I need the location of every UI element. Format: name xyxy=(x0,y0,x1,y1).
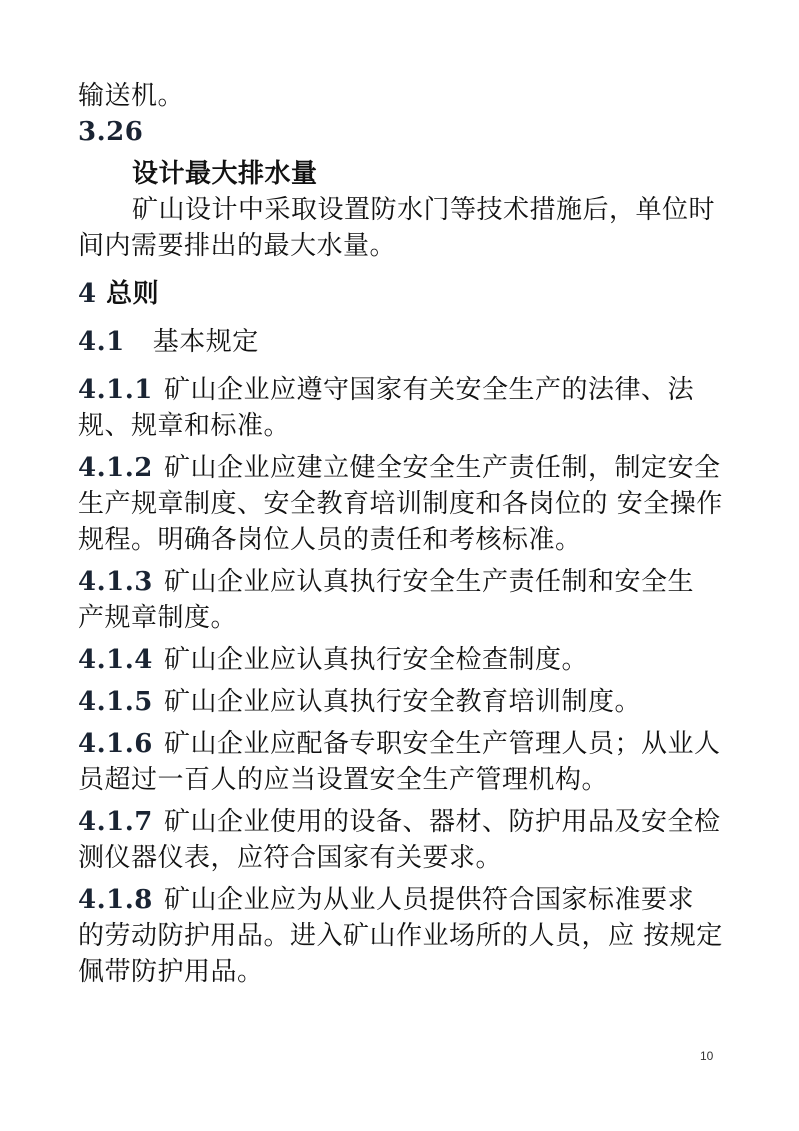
clause-number: 4.1.8 xyxy=(78,885,153,915)
clause-number: 4.1.5 xyxy=(78,687,153,717)
text-line: 的劳动防护用品。进入矿山作业场所的人员，应 按规定 xyxy=(78,921,723,951)
clause-text: 矿山企业应配备专职安全生产管理人员；从业人 xyxy=(164,729,721,759)
text-line: 规、规章和标准。 xyxy=(78,411,291,441)
clause-4-1-1 xyxy=(78,372,728,408)
clause-4-1-8 xyxy=(78,882,728,918)
section-number: 3.26 xyxy=(78,117,144,147)
clause-number: 4.1.1 xyxy=(78,375,153,405)
clause-text: 矿山企业应遵守国家有关安全生产的法律、法 xyxy=(164,375,695,405)
clause-4-1-4 xyxy=(78,642,728,678)
clause-number: 4.1.3 xyxy=(78,567,153,597)
chapter-number: 4 xyxy=(78,279,97,309)
clause-4-1-7 xyxy=(78,804,728,840)
clause-4-1-2 xyxy=(78,450,728,486)
clause-text: 矿山企业应为从业人员提供符合国家标准要求 xyxy=(164,885,695,915)
clause-text: 矿山企业使用的设备、器材、防护用品及安全检 xyxy=(164,807,721,837)
clause-4-1-6 xyxy=(78,726,728,762)
text-line: 生产规章制度、安全教育培训制度和各岗位的 安全操作 xyxy=(78,489,723,519)
text-line: 输送机。 xyxy=(78,81,185,111)
clause-text: 矿山企业应认真执行安全教育培训制度。 xyxy=(164,687,642,717)
page-number: 10 xyxy=(700,1049,714,1063)
clause-number: 4.1.7 xyxy=(78,807,153,837)
section-4-1-heading xyxy=(78,324,728,360)
text-line: 间内需要排出的最大水量。 xyxy=(78,231,397,261)
clause-text: 矿山企业应建立健全安全生产责任制，制定安全 xyxy=(164,453,721,483)
text-line: 规程。明确各岗位人员的责任和考核标准。 xyxy=(78,525,582,555)
chapter-4-heading xyxy=(78,276,728,312)
section-3-26-title: 设计最大排水量 xyxy=(132,159,318,189)
clause-number: 4.1.4 xyxy=(78,645,153,675)
section-3-26-number xyxy=(78,114,728,150)
clause-text: 矿山企业应认真执行安全生产责任制和安全生 xyxy=(164,567,695,597)
section-number: 4.1 xyxy=(78,327,125,357)
clause-number: 4.1.2 xyxy=(78,453,153,483)
document-page xyxy=(78,78,728,990)
clause-number: 4.1.6 xyxy=(78,729,153,759)
text-line: 矿山设计中采取设置防水门等技术措施后，单位时 xyxy=(132,195,716,225)
text-line: 产规章制度。 xyxy=(78,603,238,633)
section-title: 基本规定 xyxy=(152,327,259,357)
clause-4-1-3 xyxy=(78,564,728,600)
text-line: 员超过一百人的应当设置安全生产管理机构。 xyxy=(78,765,609,795)
text-line: 佩带防护用品。 xyxy=(78,957,264,987)
clause-4-1-5 xyxy=(78,684,728,720)
chapter-title: 总则 xyxy=(106,279,160,309)
text-line: 测仪器仪表，应符合国家有关要求。 xyxy=(78,843,503,873)
clause-text: 矿山企业应认真执行安全检查制度。 xyxy=(164,645,589,675)
